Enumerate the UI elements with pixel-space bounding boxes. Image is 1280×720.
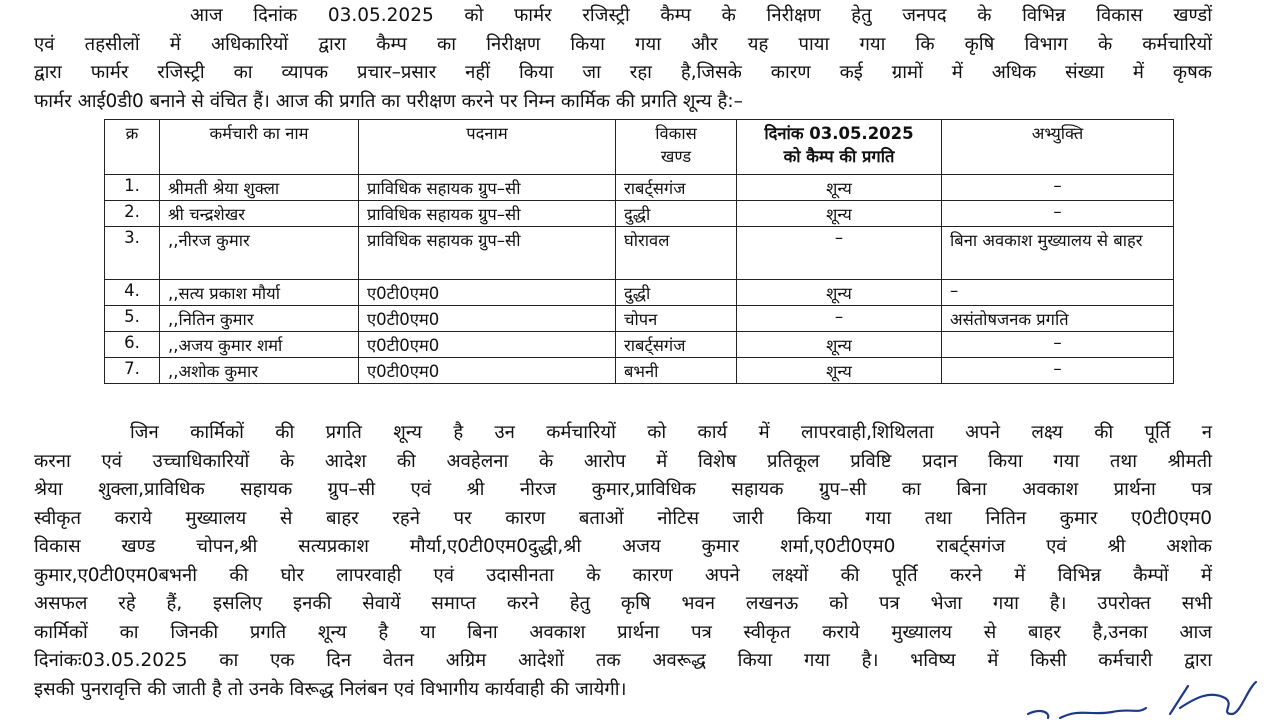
- cell-block: राबर्ट्सगंज: [616, 332, 737, 358]
- table-row: [105, 332, 1174, 358]
- table-header-row: [105, 120, 1174, 175]
- cell-name: ,,नितिन कुमार: [160, 306, 359, 332]
- intro-line: आज दिनांक 03.05.2025 को फार्मर रजिस्ट्री कैम्प के निरीक्षण हेतु जनपद के विभिन्न विकास खण्डों: [190, 5, 1212, 26]
- progress-table: [104, 119, 1174, 384]
- cell-progress: शून्य: [737, 175, 942, 201]
- cell-remarks: –: [942, 280, 1174, 306]
- cell-name: श्री चन्द्रशेखर: [160, 201, 359, 227]
- cell-post: प्राविधिक सहायक ग्रुप–सी: [359, 175, 616, 201]
- body-line: दिनांकः03.05.2025 का एक दिन वेतन अग्रिम आदेशों तक अवरूद्ध किया गया है। भविष्य में किसी कर्मचारी द्वारा: [34, 650, 1212, 671]
- cell-remarks: –: [942, 175, 1174, 201]
- cell-progress: शून्य: [737, 358, 942, 384]
- body-line: कुमार,ए0टी0एम0बभनी की घोर लापरवाही एवं उदासीनता के कारण अपने लक्ष्यों की पूर्ति करने में विभिन्न कैम्पों में: [34, 564, 1212, 586]
- table-row: [105, 358, 1174, 384]
- body-line: असफल रहे हैं, इसलिए इनकी सेवायें समाप्त करने हेतु कृषि भवन लखनऊ को पत्र भेजा गया है। उपरोक्त सभी: [34, 593, 1212, 614]
- cell-progress: –: [737, 306, 942, 332]
- cell-no: 3.: [105, 227, 160, 280]
- cell-no: 5.: [105, 306, 160, 332]
- header-post: पदनाम: [359, 120, 616, 175]
- header-block-line2: खण्ड: [660, 147, 692, 166]
- cell-no: 4.: [105, 280, 160, 306]
- cell-no: 6.: [105, 332, 160, 358]
- body-line: स्वीकृत कराये मुख्यालय से बाहर रहने पर कारण बताओं नोटिस जारी किया गया तथा नितिन कुमार ए0टी0एम0: [34, 507, 1212, 529]
- table-row: [105, 227, 1174, 280]
- cell-remarks: असंतोषजनक प्रगति: [942, 306, 1174, 332]
- table-row: [105, 175, 1174, 201]
- cell-progress: शून्य: [737, 332, 942, 358]
- cell-block: घोरावल: [616, 227, 737, 280]
- handwritten-signature: [1020, 668, 1260, 720]
- cell-no: 2.: [105, 201, 160, 227]
- cell-name: ,,अजय कुमार शर्मा: [160, 332, 359, 358]
- cell-block: दुद्धी: [616, 280, 737, 306]
- cell-name: ,,नीरज कुमार: [160, 227, 359, 280]
- body-line: करना एवं उच्चाधिकारियों के आदेश की अवहेलना के आरोप में विशेष प्रतिकूल प्रविष्टि प्रदान किया गया तथा श्रीमती: [34, 450, 1212, 472]
- cell-post: ए0टी0एम0: [359, 306, 616, 332]
- body-line: श्रेया शुक्ला,प्राविधिक सहायक ग्रुप–सी एवं श्री नीरज कुमार,प्राविधिक सहायक ग्रुप–सी का बिना अवकाश प्रार्थना पत्र: [34, 479, 1212, 500]
- body-line: कार्मिकों का जिनकी प्रगति शून्य है या बिना अवकाश प्रार्थना पत्र स्वीकृत कराये मुख्यालय से बाहर है,उनका आज: [34, 621, 1212, 643]
- cell-no: 7.: [105, 358, 160, 384]
- cell-progress: –: [737, 227, 942, 280]
- header-progress-line1: दिनांक 03.05.2025: [764, 124, 914, 143]
- body-line: इसकी पुनरावृत्ति की जाती है तो उनके विरूद्ध निलंबन एवं विभागीय कार्यवाही की जायेगी।: [34, 678, 627, 700]
- cell-post: प्राविधिक सहायक ग्रुप–सी: [359, 201, 616, 227]
- header-progress: [737, 120, 942, 175]
- cell-block: बभनी: [616, 358, 737, 384]
- intro-line: फार्मर आई0डी0 बनाने से वंचित हैं। आज की प्रगति का परीक्षण करने पर निम्न कार्मिक की प्रगति शून्य है:–: [34, 90, 743, 112]
- table-row: [105, 280, 1174, 306]
- cell-no: 1.: [105, 175, 160, 201]
- intro-line: द्वारा फार्मर रजिस्ट्री का व्यापक प्रचार–प्रसार नहीं किया जा रहा है,जिसके कारण कई ग्रामों में अधिक संख्या में कृषक: [34, 62, 1212, 83]
- intro-line: एवं तहसीलों में अधिकारियों द्वारा कैम्प का निरीक्षण किया गया और यह पाया गया कि कृषि विभाग के कर्मचारियों: [34, 33, 1212, 55]
- cell-remarks: –: [942, 201, 1174, 227]
- cell-progress: शून्य: [737, 280, 942, 306]
- cell-name: श्रीमती श्रेया शुक्ला: [160, 175, 359, 201]
- header-name: कर्मचारी का नाम: [160, 120, 359, 175]
- header-remarks: अभ्युक्ति: [942, 120, 1174, 175]
- cell-post: ए0टी0एम0: [359, 358, 616, 384]
- intro-paragraph: [34, 2, 1212, 116]
- cell-block: चोपन: [616, 306, 737, 332]
- cell-name: ,,अशोक कुमार: [160, 358, 359, 384]
- header-no: क्र: [105, 120, 160, 175]
- header-block: [616, 120, 737, 175]
- body-paragraph: [34, 419, 1212, 704]
- cell-block: राबर्ट्सगंज: [616, 175, 737, 201]
- header-block-line1: विकास: [655, 124, 697, 143]
- cell-remarks: बिना अवकाश मुख्यालय से बाहर: [942, 227, 1174, 280]
- cell-remarks: –: [942, 358, 1174, 384]
- table-row: [105, 201, 1174, 227]
- cell-post: ए0टी0एम0: [359, 280, 616, 306]
- header-progress-line2: को कैम्प की प्रगति: [783, 147, 895, 166]
- body-line: विकास खण्ड चोपन,श्री सत्यप्रकाश मौर्या,ए0टी0एम0दुद्धी,श्री अजय कुमार शर्मा,ए0टी0एम0 राबर्ट्सगंज एवं श्री अशोक: [34, 536, 1212, 557]
- cell-block: दुद्धी: [616, 201, 737, 227]
- table-row: [105, 306, 1174, 332]
- cell-progress: शून्य: [737, 201, 942, 227]
- cell-post: प्राविधिक सहायक ग्रुप–सी: [359, 227, 616, 280]
- cell-remarks: –: [942, 332, 1174, 358]
- body-line: जिन कार्मिकों की प्रगति शून्य है उन कर्मचारियों को कार्य में लापरवाही,शिथिलता अपने लक्ष्य की पूर्ति न: [130, 422, 1212, 443]
- cell-name: ,,सत्य प्रकाश मौर्या: [160, 280, 359, 306]
- cell-post: ए0टी0एम0: [359, 332, 616, 358]
